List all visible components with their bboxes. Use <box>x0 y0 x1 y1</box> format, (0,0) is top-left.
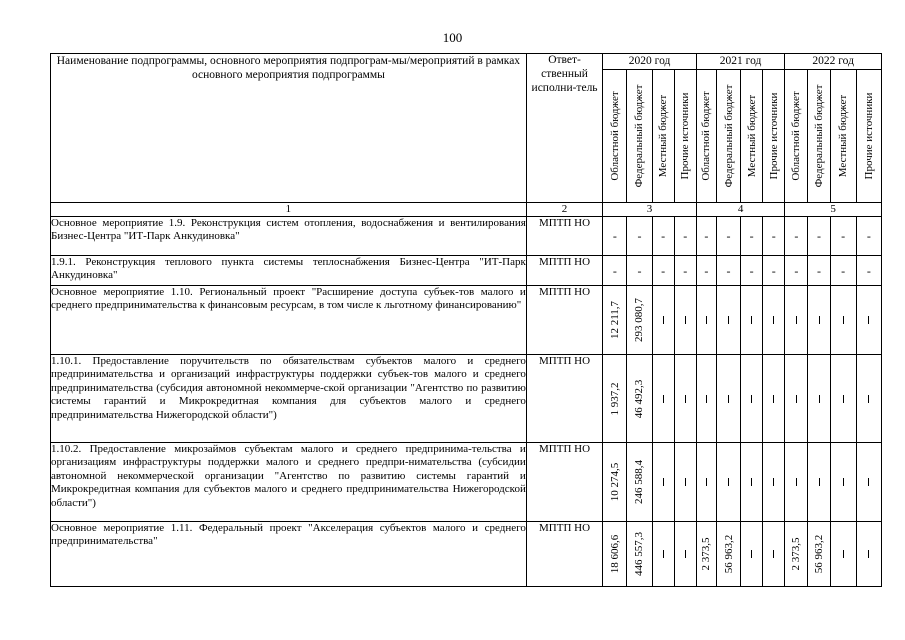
value-cell <box>856 256 881 286</box>
value-cell <box>652 286 674 355</box>
empty-value-dash: - <box>771 229 776 243</box>
header-source: Прочие источники <box>674 70 696 203</box>
row-executor: МПТП НО <box>526 443 602 522</box>
header-name: Наименование подпрограммы, основного мероприятия подпрограм-мы/мероприятий в рамках основного мероприятия подпрограммы <box>51 54 527 203</box>
value-cell <box>785 256 808 286</box>
empty-value-dash: - <box>612 229 617 243</box>
budget-value: 10 274,5 <box>608 462 621 502</box>
empty-value-dash <box>685 316 686 324</box>
column-number: 2 <box>526 203 602 217</box>
table-row <box>51 256 882 286</box>
value-cell <box>627 286 652 355</box>
page-number: 100 <box>442 30 463 45</box>
value-cell <box>856 286 881 355</box>
value-cell <box>741 286 763 355</box>
column-number: 1 <box>51 203 527 217</box>
value-cell <box>808 443 830 522</box>
value-cell <box>652 522 674 587</box>
value-cell <box>763 355 785 443</box>
empty-value-dash <box>843 395 844 403</box>
value-cell <box>830 355 856 443</box>
empty-value-dash: - <box>726 263 731 278</box>
value-cell <box>674 286 696 355</box>
empty-value-dash: - <box>749 263 754 278</box>
value-cell <box>763 443 785 522</box>
table-row <box>51 522 882 587</box>
value-cell <box>763 217 785 256</box>
budget-value: 293 080,7 <box>633 298 646 342</box>
row-name: Основное мероприятие 1.9. Реконструкция систем отопления, водоснабжения и вентилирования Бизнес-Центра "ИТ-Парк Анкудиновка" <box>51 217 527 256</box>
empty-value-dash <box>819 478 820 486</box>
value-cell <box>856 443 881 522</box>
empty-value-dash <box>868 550 869 558</box>
value-cell <box>627 217 652 256</box>
value-cell <box>603 286 627 355</box>
value-cell <box>603 355 627 443</box>
header-source: Федеральный бюджет <box>808 70 830 203</box>
table-row <box>51 443 882 522</box>
empty-value-dash <box>751 478 752 486</box>
table-row <box>51 286 882 355</box>
value-cell <box>674 256 696 286</box>
value-cell <box>674 217 696 256</box>
budget-value: 18 606,6 <box>608 534 621 574</box>
header-year-2021: 2021 год <box>696 54 785 70</box>
value-cell <box>785 217 808 256</box>
budget-value: 446 557,3 <box>633 532 646 576</box>
row-executor: МПТП НО <box>526 522 602 587</box>
empty-value-dash <box>706 316 707 324</box>
value-cell <box>716 217 740 256</box>
value-cell <box>696 522 716 587</box>
row-name: Основное мероприятие 1.11. Федеральный проект "Акселерация субъектов малого и среднего предпринимательства" <box>51 522 527 587</box>
budget-value: 246 588,4 <box>633 460 646 504</box>
value-cell <box>830 256 856 286</box>
value-cell <box>716 443 740 522</box>
empty-value-dash <box>773 395 774 403</box>
value-cell <box>627 522 652 587</box>
empty-value-dash: - <box>866 263 871 278</box>
row-name: 1.10.1. Предоставление поручительств по обязательствам субъектов малого и среднего предпринимательства и организаций инфраструктуры поддержки субъек-тов малого и среднего предпринимательства (субсидия автономной некоммерче-ской организации "Агентство по развитию системы гарантий и Микрокредитная компания для субъектов малого и среднего предпринимательства Нижегородской области") <box>51 355 527 443</box>
header-year-2020: 2020 год <box>603 54 697 70</box>
budget-value: 2 373,5 <box>790 537 803 571</box>
column-number: 5 <box>785 203 882 217</box>
value-cell <box>856 355 881 443</box>
value-cell <box>716 256 740 286</box>
header-source: Федеральный бюджет <box>627 70 652 203</box>
value-cell <box>808 522 830 587</box>
empty-value-dash <box>663 395 664 403</box>
empty-value-dash <box>796 478 797 486</box>
empty-value-dash <box>843 316 844 324</box>
empty-value-dash <box>751 316 752 324</box>
empty-value-dash <box>843 478 844 486</box>
value-cell <box>696 256 716 286</box>
header-source: Областной бюджет <box>785 70 808 203</box>
empty-value-dash: - <box>704 263 709 278</box>
column-number: 4 <box>696 203 785 217</box>
value-cell <box>603 522 627 587</box>
empty-value-dash: - <box>661 263 666 278</box>
value-cell <box>652 443 674 522</box>
empty-value-dash <box>796 316 797 324</box>
value-cell <box>696 443 716 522</box>
empty-value-dash: - <box>683 263 688 278</box>
row-executor: МПТП НО <box>526 286 602 355</box>
empty-value-dash <box>728 395 729 403</box>
empty-value-dash <box>868 478 869 486</box>
empty-value-dash <box>728 478 729 486</box>
empty-value-dash <box>751 550 752 558</box>
empty-value-dash: - <box>637 263 642 278</box>
empty-value-dash <box>728 316 729 324</box>
empty-value-dash <box>773 550 774 558</box>
value-cell <box>674 443 696 522</box>
empty-value-dash: - <box>637 229 642 243</box>
row-name: 1.9.1. Реконструкция теплового пункта системы теплоснабжения Бизнес-Центра "ИТ-Парк Анкудиновка" <box>51 256 527 286</box>
row-executor: МПТП НО <box>526 217 602 256</box>
value-cell <box>716 286 740 355</box>
value-cell <box>603 217 627 256</box>
empty-value-dash <box>685 478 686 486</box>
empty-value-dash <box>868 316 869 324</box>
empty-value-dash <box>685 550 686 558</box>
row-executor: МПТП НО <box>526 256 602 286</box>
header-source: Областной бюджет <box>696 70 716 203</box>
value-cell <box>808 217 830 256</box>
value-cell <box>627 256 652 286</box>
header-row-numbers <box>51 203 882 217</box>
value-cell <box>603 443 627 522</box>
value-cell <box>627 355 652 443</box>
value-cell <box>674 355 696 443</box>
value-cell <box>808 256 830 286</box>
empty-value-dash <box>706 478 707 486</box>
empty-value-dash: - <box>726 229 731 243</box>
empty-value-dash <box>773 316 774 324</box>
budget-value: 56 963,2 <box>813 534 826 574</box>
value-cell <box>763 522 785 587</box>
row-name: Основное мероприятие 1.10. Региональный проект "Расширение доступа субъек-тов малого и среднего предпринимательства к финансовым ресурсам, в том числе к льготному финансированию" <box>51 286 527 355</box>
empty-value-dash: - <box>661 229 666 243</box>
value-cell <box>741 443 763 522</box>
empty-value-dash <box>843 550 844 558</box>
budget-value: 1 937,2 <box>608 382 621 415</box>
budget-value: 56 963,2 <box>722 534 735 574</box>
table-row <box>51 355 882 443</box>
empty-value-dash <box>773 478 774 486</box>
value-cell <box>785 522 808 587</box>
value-cell <box>716 522 740 587</box>
value-cell <box>830 443 856 522</box>
value-cell <box>652 355 674 443</box>
value-cell <box>652 217 674 256</box>
empty-value-dash <box>819 395 820 403</box>
empty-value-dash: - <box>612 263 617 278</box>
column-number: 3 <box>603 203 697 217</box>
value-cell <box>741 522 763 587</box>
empty-value-dash: - <box>749 229 754 243</box>
table-body <box>51 217 882 587</box>
empty-value-dash <box>663 550 664 558</box>
budget-table <box>50 53 882 587</box>
value-cell <box>696 217 716 256</box>
empty-value-dash <box>706 395 707 403</box>
value-cell <box>830 522 856 587</box>
value-cell <box>785 286 808 355</box>
value-cell <box>741 256 763 286</box>
header-year-2022: 2022 год <box>785 54 882 70</box>
value-cell <box>652 256 674 286</box>
value-cell <box>808 286 830 355</box>
empty-value-dash: - <box>841 229 846 243</box>
header-executor: Ответ-ственный исполни-тель <box>526 54 602 203</box>
value-cell <box>856 522 881 587</box>
empty-value-dash: - <box>841 263 846 278</box>
budget-value: 2 373,5 <box>700 537 713 571</box>
value-cell <box>716 355 740 443</box>
empty-value-dash: - <box>866 229 871 243</box>
empty-value-dash <box>663 478 664 486</box>
empty-value-dash: - <box>683 229 688 243</box>
value-cell <box>785 355 808 443</box>
empty-value-dash <box>819 316 820 324</box>
header-row-years <box>51 54 882 70</box>
empty-value-dash: - <box>794 229 799 243</box>
value-cell <box>741 355 763 443</box>
value-cell <box>603 256 627 286</box>
header-source: Областной бюджет <box>603 70 627 203</box>
empty-value-dash <box>685 395 686 403</box>
empty-value-dash <box>868 395 869 403</box>
empty-value-dash: - <box>794 263 799 278</box>
empty-value-dash: - <box>817 229 822 243</box>
header-source: Прочие источники <box>856 70 881 203</box>
empty-value-dash: - <box>771 263 776 278</box>
empty-value-dash <box>751 395 752 403</box>
value-cell <box>627 443 652 522</box>
header-source: Местный бюджет <box>741 70 763 203</box>
value-cell <box>674 522 696 587</box>
value-cell <box>763 256 785 286</box>
value-cell <box>856 217 881 256</box>
empty-value-dash: - <box>704 229 709 243</box>
header-source: Федеральный бюджет <box>716 70 740 203</box>
header-source: Местный бюджет <box>652 70 674 203</box>
budget-value: 12 211,7 <box>608 300 621 340</box>
budget-value: 46 492,3 <box>633 379 646 418</box>
value-cell <box>696 286 716 355</box>
value-cell <box>808 355 830 443</box>
value-cell <box>785 443 808 522</box>
value-cell <box>830 286 856 355</box>
header-source: Местный бюджет <box>830 70 856 203</box>
empty-value-dash: - <box>817 263 822 278</box>
header-source: Прочие источники <box>763 70 785 203</box>
value-cell <box>696 355 716 443</box>
row-executor: МПТП НО <box>526 355 602 443</box>
value-cell <box>830 217 856 256</box>
empty-value-dash <box>663 316 664 324</box>
table-row <box>51 217 882 256</box>
row-name: 1.10.2. Предоставление микрозаймов субъектам малого и среднего предпринима-тельства и организациям инфраструктуры поддержки малого и среднего предпри-нимательства (субсидии автономной некоммерческой организации "Агентство по развитию системы гарантий и Микрокредитная компания для субъектов малого и среднего предпринимательства Нижегородской области") <box>51 443 527 522</box>
value-cell <box>741 217 763 256</box>
empty-value-dash <box>796 395 797 403</box>
value-cell <box>763 286 785 355</box>
